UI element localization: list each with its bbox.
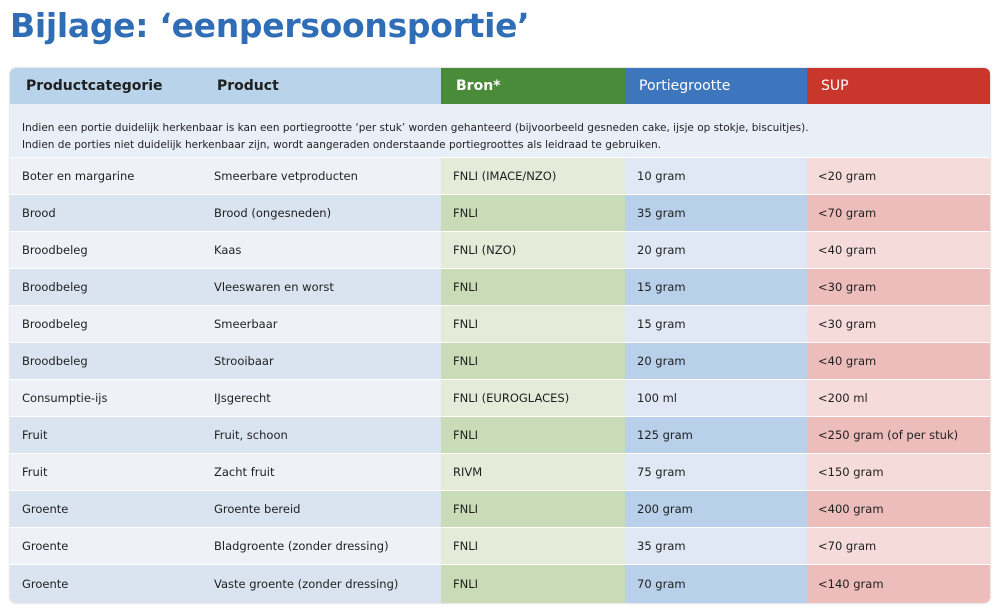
cell-portion-size: 125 gram	[625, 417, 807, 453]
cell-portion-size: 10 gram	[625, 158, 807, 194]
table-header	[10, 68, 990, 104]
header-sup: SUP	[807, 68, 990, 104]
cell-product: IJsgerecht	[203, 380, 441, 416]
table-row	[10, 491, 990, 528]
cell-category: Fruit	[10, 417, 203, 453]
cell-source: FNLI	[441, 195, 625, 231]
cell-portion-size: 35 gram	[625, 195, 807, 231]
portion-table	[10, 68, 990, 603]
cell-portion-size: 70 gram	[625, 565, 807, 603]
cell-product: Groente bereid	[203, 491, 441, 527]
cell-source: FNLI (NZO)	[441, 232, 625, 268]
cell-portion-size: 35 gram	[625, 528, 807, 564]
cell-sup: <150 gram	[807, 454, 990, 490]
cell-product: Zacht fruit	[203, 454, 441, 490]
cell-sup: <40 gram	[807, 232, 990, 268]
intro-note	[10, 104, 990, 158]
cell-product: Smeerbaar	[203, 306, 441, 342]
cell-category: Consumptie-ijs	[10, 380, 203, 416]
table-row	[10, 454, 990, 491]
table-row	[10, 565, 990, 603]
table-row	[10, 380, 990, 417]
cell-source: FNLI	[441, 343, 625, 379]
page-title: Bijlage: ‘eenpersoonsportie’	[10, 6, 530, 45]
cell-sup: <30 gram	[807, 306, 990, 342]
cell-product: Fruit, schoon	[203, 417, 441, 453]
cell-source: FNLI	[441, 491, 625, 527]
cell-category: Groente	[10, 565, 203, 603]
cell-portion-size: 20 gram	[625, 232, 807, 268]
table-row	[10, 232, 990, 269]
cell-portion-size: 100 ml	[625, 380, 807, 416]
cell-category: Broodbeleg	[10, 232, 203, 268]
header-portion-size: Portiegrootte	[625, 68, 807, 104]
cell-category: Boter en margarine	[10, 158, 203, 194]
header-category: Productcategorie	[10, 68, 203, 104]
cell-portion-size: 75 gram	[625, 454, 807, 490]
table-row	[10, 306, 990, 343]
cell-category: Broodbeleg	[10, 269, 203, 305]
cell-product: Vaste groente (zonder dressing)	[203, 565, 441, 603]
cell-sup: <250 gram (of per stuk)	[807, 417, 990, 453]
cell-product: Vleeswaren en worst	[203, 269, 441, 305]
cell-source: FNLI (EUROGLACES)	[441, 380, 625, 416]
intro-line-2: Indien de porties niet duidelijk herkenbaar zijn, wordt aangeraden onderstaande portiegroottes als leidraad te gebruiken.	[22, 139, 662, 151]
cell-source: FNLI	[441, 269, 625, 305]
table-row	[10, 343, 990, 380]
cell-product: Kaas	[203, 232, 441, 268]
cell-category: Groente	[10, 528, 203, 564]
cell-product: Bladgroente (zonder dressing)	[203, 528, 441, 564]
cell-sup: <70 gram	[807, 528, 990, 564]
cell-sup: <140 gram	[807, 565, 990, 603]
cell-source: FNLI	[441, 565, 625, 603]
intro-line-1: Indien een portie duidelijk herkenbaar is kan een portiegrootte ‘per stuk’ worden gehanteerd (bijvoorbeeld gesneden cake, ijsje op stokje, biscuitjes).	[22, 122, 809, 134]
table-body	[10, 158, 990, 603]
cell-source: FNLI	[441, 417, 625, 453]
cell-source: RIVM	[441, 454, 625, 490]
cell-sup: <70 gram	[807, 195, 990, 231]
cell-portion-size: 15 gram	[625, 306, 807, 342]
cell-source: FNLI	[441, 306, 625, 342]
cell-sup: <400 gram	[807, 491, 990, 527]
cell-product: Smeerbare vetproducten	[203, 158, 441, 194]
cell-sup: <30 gram	[807, 269, 990, 305]
cell-product: Strooibaar	[203, 343, 441, 379]
cell-sup: <40 gram	[807, 343, 990, 379]
cell-source: FNLI (IMACE/NZO)	[441, 158, 625, 194]
cell-category: Brood	[10, 195, 203, 231]
table-row	[10, 158, 990, 195]
table-row	[10, 269, 990, 306]
table-row	[10, 417, 990, 454]
cell-source: FNLI	[441, 528, 625, 564]
table-row	[10, 195, 990, 232]
cell-sup: <200 ml	[807, 380, 990, 416]
cell-category: Broodbeleg	[10, 343, 203, 379]
header-source: Bron*	[441, 68, 625, 104]
cell-portion-size: 200 gram	[625, 491, 807, 527]
cell-category: Fruit	[10, 454, 203, 490]
cell-sup: <20 gram	[807, 158, 990, 194]
cell-category: Groente	[10, 491, 203, 527]
table-row	[10, 528, 990, 565]
cell-category: Broodbeleg	[10, 306, 203, 342]
cell-product: Brood (ongesneden)	[203, 195, 441, 231]
cell-portion-size: 20 gram	[625, 343, 807, 379]
cell-portion-size: 15 gram	[625, 269, 807, 305]
header-product: Product	[203, 68, 441, 104]
